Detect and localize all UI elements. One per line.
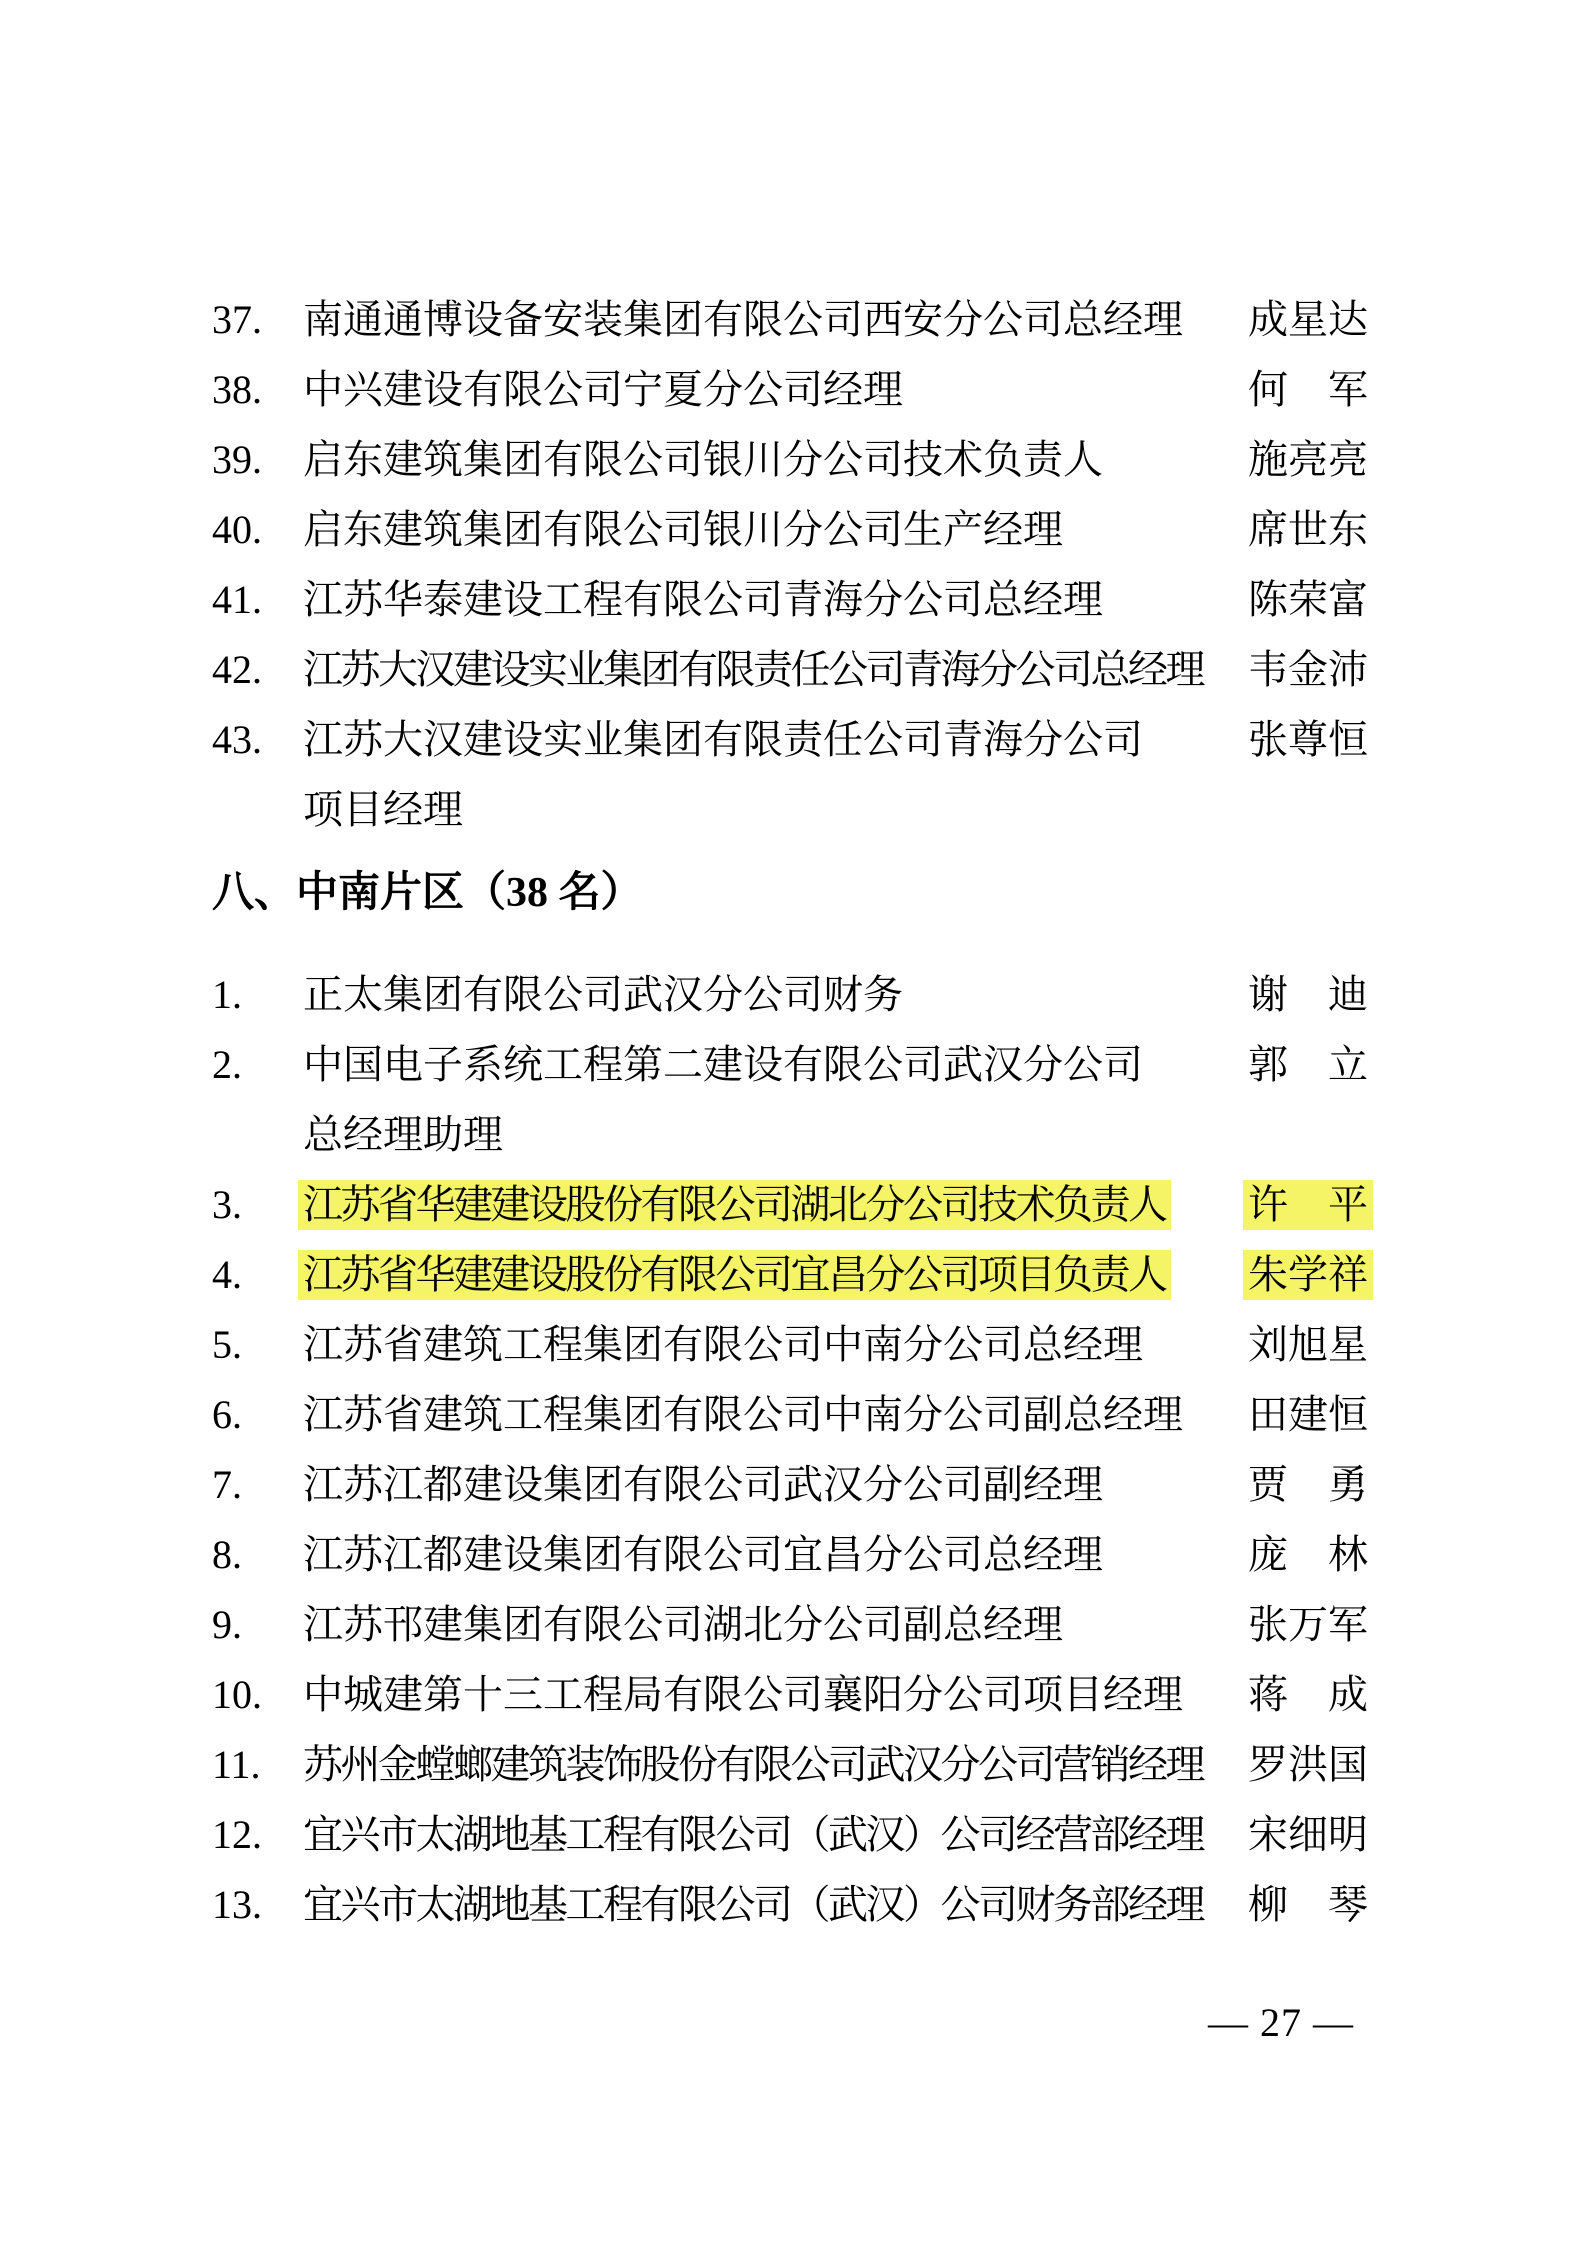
list-item — [0, 1450, 1587, 1520]
list-item — [0, 1870, 1587, 1940]
company-text: 中城建第十三工程局有限公司襄阳分公司项目经理 — [303, 1672, 1183, 1717]
person-name: 贾 勇 — [1248, 1462, 1368, 1507]
page-number: — 27 — — [1208, 2000, 1354, 2045]
list-item — [0, 565, 1587, 635]
company-text: 苏州金螳螂建筑装饰股份有限公司武汉分公司营销经理 — [303, 1742, 1203, 1787]
list-item — [0, 355, 1587, 425]
list-item — [0, 285, 1587, 355]
item-number: 43. — [212, 717, 262, 762]
list-item — [0, 960, 1587, 1030]
item-number: 9. — [212, 1602, 242, 1647]
list-item — [0, 1590, 1587, 1660]
item-number: 39. — [212, 437, 262, 482]
company-text: 江苏大汉建设实业集团有限责任公司青海分公司 — [303, 717, 1143, 762]
company-text: 江苏省建筑工程集团有限公司中南分公司总经理 — [303, 1322, 1143, 1367]
person-name: 柳 琴 — [1248, 1882, 1368, 1927]
person-name: 席世东 — [1248, 507, 1368, 552]
list-item — [0, 705, 1587, 845]
list-item — [0, 1310, 1587, 1380]
item-number: 10. — [212, 1672, 262, 1717]
item-number: 6. — [212, 1392, 242, 1437]
item-number: 1. — [212, 972, 242, 1017]
list-item — [0, 495, 1587, 565]
item-number: 12. — [212, 1812, 262, 1857]
list-item — [0, 1380, 1587, 1450]
person-name: 韦金沛 — [1248, 647, 1368, 692]
person-name: 张万军 — [1248, 1602, 1368, 1647]
list-item — [0, 1800, 1587, 1870]
continuation-text: 总经理助理 — [303, 1112, 503, 1157]
item-number: 41. — [212, 577, 262, 622]
item-number: 8. — [212, 1532, 242, 1577]
person-name: 何 军 — [1248, 367, 1368, 412]
list-item — [0, 1240, 1587, 1310]
list-item — [0, 1520, 1587, 1590]
list-item — [0, 1170, 1587, 1240]
item-number: 11. — [212, 1742, 261, 1787]
company-text: 宜兴市太湖地基工程有限公司（武汉）公司财务部经理 — [303, 1882, 1203, 1927]
item-number: 4. — [212, 1252, 242, 1297]
company-text: 江苏大汉建设实业集团有限责任公司青海分公司总经理 — [303, 647, 1203, 692]
company-text: 中国电子系统工程第二建设有限公司武汉分公司 — [303, 1042, 1143, 1087]
company-text: 江苏江都建设集团有限公司武汉分公司副经理 — [303, 1462, 1103, 1507]
item-number: 5. — [212, 1322, 242, 1367]
company-text: 正太集团有限公司武汉分公司财务 — [303, 972, 903, 1017]
item-number: 13. — [212, 1882, 262, 1927]
item-number: 37. — [212, 297, 262, 342]
item-number: 2. — [212, 1042, 242, 1087]
list-item — [0, 1030, 1587, 1170]
company-text: 宜兴市太湖地基工程有限公司（武汉）公司经营部经理 — [303, 1812, 1203, 1857]
page-content — [0, 285, 1587, 1940]
person-name: 刘旭星 — [1248, 1322, 1368, 1367]
list-item — [0, 635, 1587, 705]
company-text: 启东建筑集团有限公司银川分公司生产经理 — [303, 507, 1063, 552]
item-number: 3. — [212, 1182, 242, 1227]
company-text: 江苏华泰建设工程有限公司青海分公司总经理 — [303, 577, 1103, 622]
company-text: 江苏江都建设集团有限公司宜昌分公司总经理 — [303, 1532, 1103, 1577]
company-text: 中兴建设有限公司宁夏分公司经理 — [303, 367, 903, 412]
person-name: 田建恒 — [1248, 1392, 1368, 1437]
company-text: 江苏省建筑工程集团有限公司中南分公司副总经理 — [303, 1392, 1183, 1437]
person-name: 朱学祥 — [1243, 1250, 1373, 1300]
company-text: 江苏省华建建设股份有限公司湖北分公司技术负责人 — [298, 1180, 1171, 1230]
item-number: 7. — [212, 1462, 242, 1507]
person-name: 成星达 — [1248, 297, 1368, 342]
list-item — [0, 1660, 1587, 1730]
continuation-text: 项目经理 — [303, 787, 463, 832]
item-number: 42. — [212, 647, 262, 692]
company-text: 江苏邗建集团有限公司湖北分公司副总经理 — [303, 1602, 1063, 1647]
person-name: 许 平 — [1243, 1180, 1373, 1230]
previous-section-list — [0, 285, 1587, 845]
person-name: 郭 立 — [1248, 1042, 1368, 1087]
section-title: 八、中南片区（38 名） — [212, 870, 643, 916]
person-name: 庞 林 — [1248, 1532, 1368, 1577]
item-number: 38. — [212, 367, 262, 412]
person-name: 罗洪国 — [1248, 1742, 1368, 1787]
company-text: 启东建筑集团有限公司银川分公司技术负责人 — [303, 437, 1103, 482]
person-name: 陈荣富 — [1248, 577, 1368, 622]
list-item — [0, 1730, 1587, 1800]
person-name: 蒋 成 — [1248, 1672, 1368, 1717]
company-text: 江苏省华建建设股份有限公司宜昌分公司项目负责人 — [298, 1250, 1171, 1300]
section-header — [0, 858, 1587, 928]
company-text: 南通通博设备安装集团有限公司西安分公司总经理 — [303, 297, 1183, 342]
person-name: 宋细明 — [1248, 1812, 1368, 1857]
person-name: 张尊恒 — [1248, 717, 1368, 762]
person-name: 施亮亮 — [1248, 437, 1368, 482]
list-item — [0, 425, 1587, 495]
section8-list — [0, 960, 1587, 1940]
item-number: 40. — [212, 507, 262, 552]
person-name: 谢 迪 — [1248, 972, 1368, 1017]
